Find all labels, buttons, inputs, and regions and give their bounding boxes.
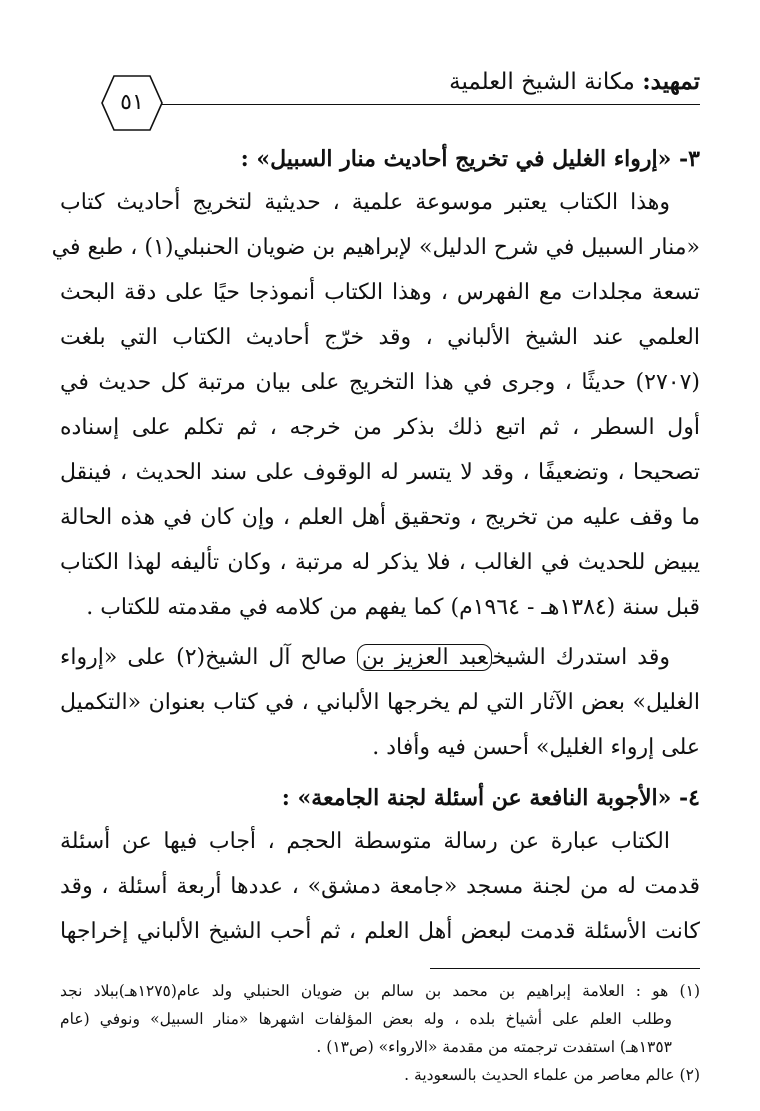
section-3-line-10: قبل سنة (١٣٨٤هـ - ١٩٦٤م) كما يفهم من كلامه في مقدمته للكتاب . — [86, 595, 700, 620]
section-3-para2-line-3: على إرواء الغليل» أحسن فيه وأفاد . — [372, 735, 700, 760]
header-rule — [160, 104, 700, 105]
footnote-1-line-1: (١) هو : العلامة إبراهيم بن محمد بن سالم بن ضويان الحنبلي ولد عام(١٢٧٥هـ)ببلاد نجد — [60, 982, 700, 1000]
page-header-title — [449, 68, 700, 95]
section-3-line-2: «منار السبيل في شرح الدليل» لإبراهيم بن ضويان الحنبلي(١) ، طبع في — [51, 235, 700, 260]
circled-name-annotation: عبد العزيز بن — [357, 644, 493, 671]
section-4-line-2: قدمت له من لجنة مسجد «جامعة دمشق» ، عددها أربعة أسئلة ، وقد — [60, 874, 700, 899]
section-4-line-1: الكتاب عبارة عن رسالة متوسطة الحجم ، أجاب فيها عن أسئلة — [60, 829, 670, 854]
header-title-rest: مكانة الشيخ العلمية — [449, 69, 643, 95]
header-title-bold: تمهيد: — [642, 68, 700, 95]
footnote-1-line-2: وطلب العلم على أشياخ بلده ، وله بعض المؤلفات اشهرها «منار السبيل» ونوفي (عام — [60, 1010, 672, 1028]
footnote-2: (٢) عالم معاصر من علماء الحديث بالسعودية . — [404, 1066, 700, 1084]
section-3-line-5: (٢٧٠٧) حديثًا ، وجرى في هذا التخريج على بيان مرتبة كل حديث في — [60, 370, 700, 395]
section-3-line-3: تسعة مجلدات مع الفهرس ، وهذا الكتاب أنموذجا حيًا على دقة البحث — [60, 280, 700, 305]
section-3-line-8: ما وقف عليه من تخريج ، وتحقيق أهل العلم ، وإن كان في هذه الحالة — [60, 505, 700, 530]
para2-text-before: وقد استدرك الشيخ — [492, 645, 670, 670]
section-4-line-3: كانت الأسئلة قدمت لبعض أهل العلم ، ثم أحب الشيخ الألباني إخراجها — [60, 919, 700, 944]
footnote-rule — [430, 968, 700, 969]
section-3-para2-line-1 — [60, 645, 700, 670]
para2-text-after: صالح آل الشيخ(٢) على «إرواء — [60, 645, 357, 670]
page-number-badge — [100, 74, 164, 132]
section-3-heading: ٣- «إرواء الغليل في تخريج أحاديث منار السبيل» : — [240, 146, 700, 172]
footnote-1-line-3: ١٣٥٣هـ) استفدت ترجمته من مقدمة «الارواء» (ص١٣) . — [316, 1038, 672, 1056]
section-3-line-7: تصحيحا ، وتضعيفًا ، وقد لا يتسر له الوقوف على سند الحديث ، فينقل — [60, 460, 700, 485]
section-3-line-4: العلمي عند الشيخ الألباني ، وقد خرّج أحاديث الكتاب التي بلغت — [60, 325, 700, 350]
section-3-para2-line-2: الغليل» بعض الآثار التي لم يخرجها الألباني ، في كتاب بعنوان «التكميل — [60, 690, 700, 715]
section-3-line-9: يبيض للحديث في الغالب ، فلا يذكر له مرتبة ، وكان تأليفه لهذا الكتاب — [60, 550, 700, 575]
page-number: ٥١ — [120, 90, 144, 115]
section-3-line-6: أول السطر ، ثم اتبع ذلك بذكر من خرجه ، ثم تكلم على إسناده — [60, 415, 700, 440]
section-3-line-1: وهذا الكتاب يعتبر موسوعة علمية ، حديثية لتخريج أحاديث كتاب — [60, 190, 670, 215]
section-4-heading: ٤- «الأجوبة النافعة عن أسئلة لجنة الجامعة» : — [281, 785, 700, 811]
